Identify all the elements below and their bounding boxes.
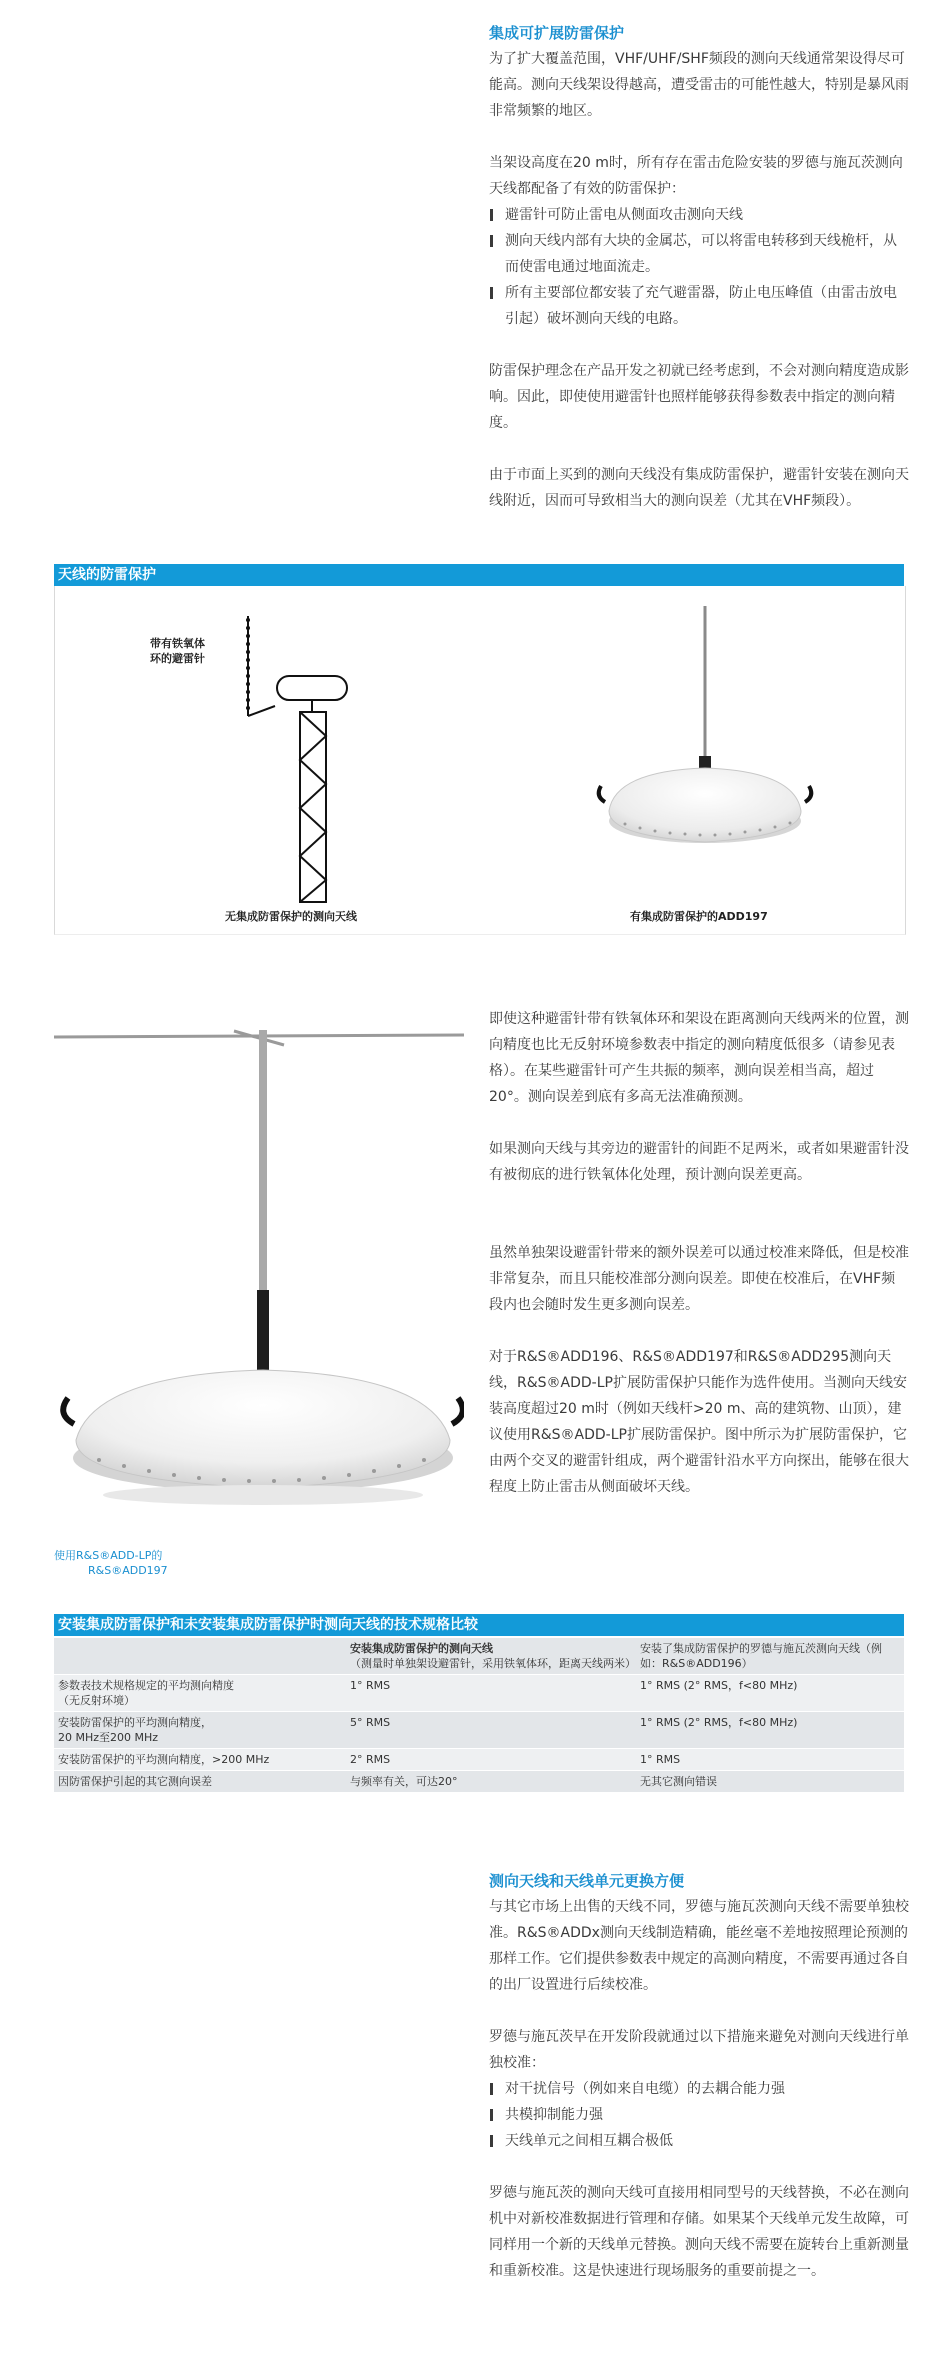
caption-right: 有集成防雷保护的ADD197 [630, 910, 768, 923]
table-title-band: 安装集成防雷保护和未安装集成防雷保护时测向天线的技术规格比较 [54, 1614, 904, 1636]
section-lightning-protection [489, 20, 909, 514]
bullet-list [489, 202, 909, 332]
section-extended-protection [489, 1006, 909, 1500]
table-cell: 2° RMS [346, 1749, 636, 1771]
paragraph: 罗德与施瓦茨的测向天线可直接用相同型号的天线替换，不必在测向机中对新校准数据进行管理和存储。如果某个天线单元发生故障，可同样用一个新的天线单元替换。测向天线不需要在旋转台上重新测量和重新校准。这是快速进行现场服务的重要前提之一。 [489, 2185, 909, 2279]
section-easy-replacement [489, 1868, 909, 2284]
paragraph: 由于市面上买到的测向天线没有集成防雷保护，避雷针安装在测向天线附近，因而可导致相当大的测向误差（尤其在VHF频段）。 [489, 467, 909, 509]
list-item: 所有主要部位都安装了充气避雷器，防止电压峰值（由雷击放电引起）破坏测向天线的电路。 [489, 280, 909, 332]
paragraph: 防雷保护理念在产品开发之初就已经考虑到，不会对测向精度造成影响。因此，即使使用避雷针也照样能够获得参数表中指定的测向精度。 [489, 363, 909, 431]
table-cell [346, 1638, 636, 1675]
list-item: 共模抑制能力强 [489, 2102, 909, 2128]
paragraph: 为了扩大覆盖范围，VHF/UHF/SHF频段的测向天线通常架设得尽可能高。测向天线架设得越高，遭受雷击的可能性越大，特别是暴风雨非常频繁的地区。 [489, 51, 909, 119]
paragraph: 对于R&S®ADD196、R&S®ADD197和R&S®ADD295测向天线，R&S®ADD-LP扩展防雷保护只能作为选件使用。当测向天线安装高度超过20 m时（例如天线杆>20 m、高的建筑物、山顶），建议使用R&S®ADD-LP扩展防雷保护。图中所示为扩展防雷保护，它由两个交叉的避雷针组成，两个避雷针沿水平方向探出，能够在很大程度上防止雷击从侧面破坏天线。 [489, 1349, 909, 1495]
rod-label: 带有铁氧体 环的避雷针 [150, 637, 205, 665]
table-cell: 1° RMS [636, 1749, 904, 1771]
table-cell: 与频率有关，可达20° [346, 1771, 636, 1793]
paragraph: 当架设高度在20 m时，所有存在雷击危险安装的罗德与施瓦茨测向天线都配备了有效的防雷保护： [489, 155, 903, 197]
figure-panel [54, 586, 906, 935]
table-cell: 1° RMS (2° RMS，f<80 MHz) [636, 1675, 904, 1712]
header-subtitle: （测量时单独架设避雷针，采用铁氧体环，距离天线两米） [350, 1657, 636, 1670]
table-cell: 参数表技术规格规定的平均测向精度 （无反射环境） [54, 1675, 346, 1712]
paragraph: 罗德与施瓦茨早在开发阶段就通过以下措施来避免对测向天线进行单独校准： [489, 2029, 909, 2071]
paragraph: 与其它市场上出售的天线不同，罗德与施瓦茨测向天线不需要单独校准。R&S®ADDx测向天线制造精确，能丝毫不差地按照理论预测的那样工作。它们提供参数表中规定的高测向精度，不需要再通过各自的出厂设置进行后续校准。 [489, 1899, 909, 1993]
photo-caption-line: R&S®ADD197 [88, 1564, 168, 1577]
table-cell: 因防雷保护引起的其它测向误差 [54, 1771, 346, 1793]
table-cell: 1° RMS (2° RMS，f<80 MHz) [636, 1712, 904, 1749]
list-item: 天线单元之间相互耦合极低 [489, 2128, 909, 2154]
header-title: 安装集成防雷保护的测向天线 [350, 1642, 493, 1655]
caption-left: 无集成防雷保护的测向天线 [225, 910, 357, 923]
table-cell: 1° RMS [346, 1675, 636, 1712]
table-row [54, 1675, 904, 1712]
photo-caption [54, 1548, 168, 1578]
table-row [54, 1771, 904, 1793]
table-cell: 安装防雷保护的平均测向精度， 20 MHz至200 MHz [54, 1712, 346, 1749]
table-cell: 无其它测向错误 [636, 1771, 904, 1793]
bullet-list [489, 2076, 909, 2154]
paragraph: 如果测向天线与其旁边的避雷针的间距不足两米，或者如果避雷针没有被彻底的进行铁氧体化处理，预计测向误差更高。 [489, 1141, 909, 1183]
photo-caption-line: 使用R&S®ADD-LP的 [54, 1549, 163, 1562]
table-header-row [54, 1638, 904, 1675]
table-cell [54, 1638, 346, 1675]
table-cell: 5° RMS [346, 1712, 636, 1749]
section-heading: 测向天线和天线单元更换方便 [489, 1872, 685, 1890]
table-cell: 安装防雷保护的平均测向精度，>200 MHz [54, 1749, 346, 1771]
add197-photo [595, 606, 815, 906]
spec-comparison-table [54, 1638, 904, 1793]
table-row [54, 1712, 904, 1749]
table-row [54, 1749, 904, 1771]
list-item: 对干扰信号（例如来自电缆）的去耦合能力强 [489, 2076, 909, 2102]
paragraph: 虽然单独架设避雷针带来的额外误差可以通过校准来降低，但是校准非常复杂，而且只能校准部分测向误差。即使在校准后，在VHF频段内也会随时发生更多测向误差。 [489, 1245, 909, 1313]
list-item: 避雷针可防止雷电从侧面攻击测向天线 [489, 202, 909, 228]
list-item: 测向天线内部有大块的金属芯，可以将雷电转移到天线桅杆，从而使雷电通过地面流走。 [489, 228, 909, 280]
add-lp-photo [54, 990, 464, 1510]
figure-title-band: 天线的防雷保护 [54, 564, 904, 586]
paragraph: 即使这种避雷针带有铁氧体环和架设在距离测向天线两米的位置，测向精度也比无反射环境参数表中指定的测向精度低很多（请参见表格）。在某些避雷针可产生共振的频率，测向误差相当高，超过20°。测向误差到底有多高无法准确预测。 [489, 1011, 909, 1105]
table-cell: 安装了集成防雷保护的罗德与施瓦茨测向天线（例如：R&S®ADD196） [636, 1638, 904, 1675]
section-heading: 集成可扩展防雷保护 [489, 24, 625, 42]
